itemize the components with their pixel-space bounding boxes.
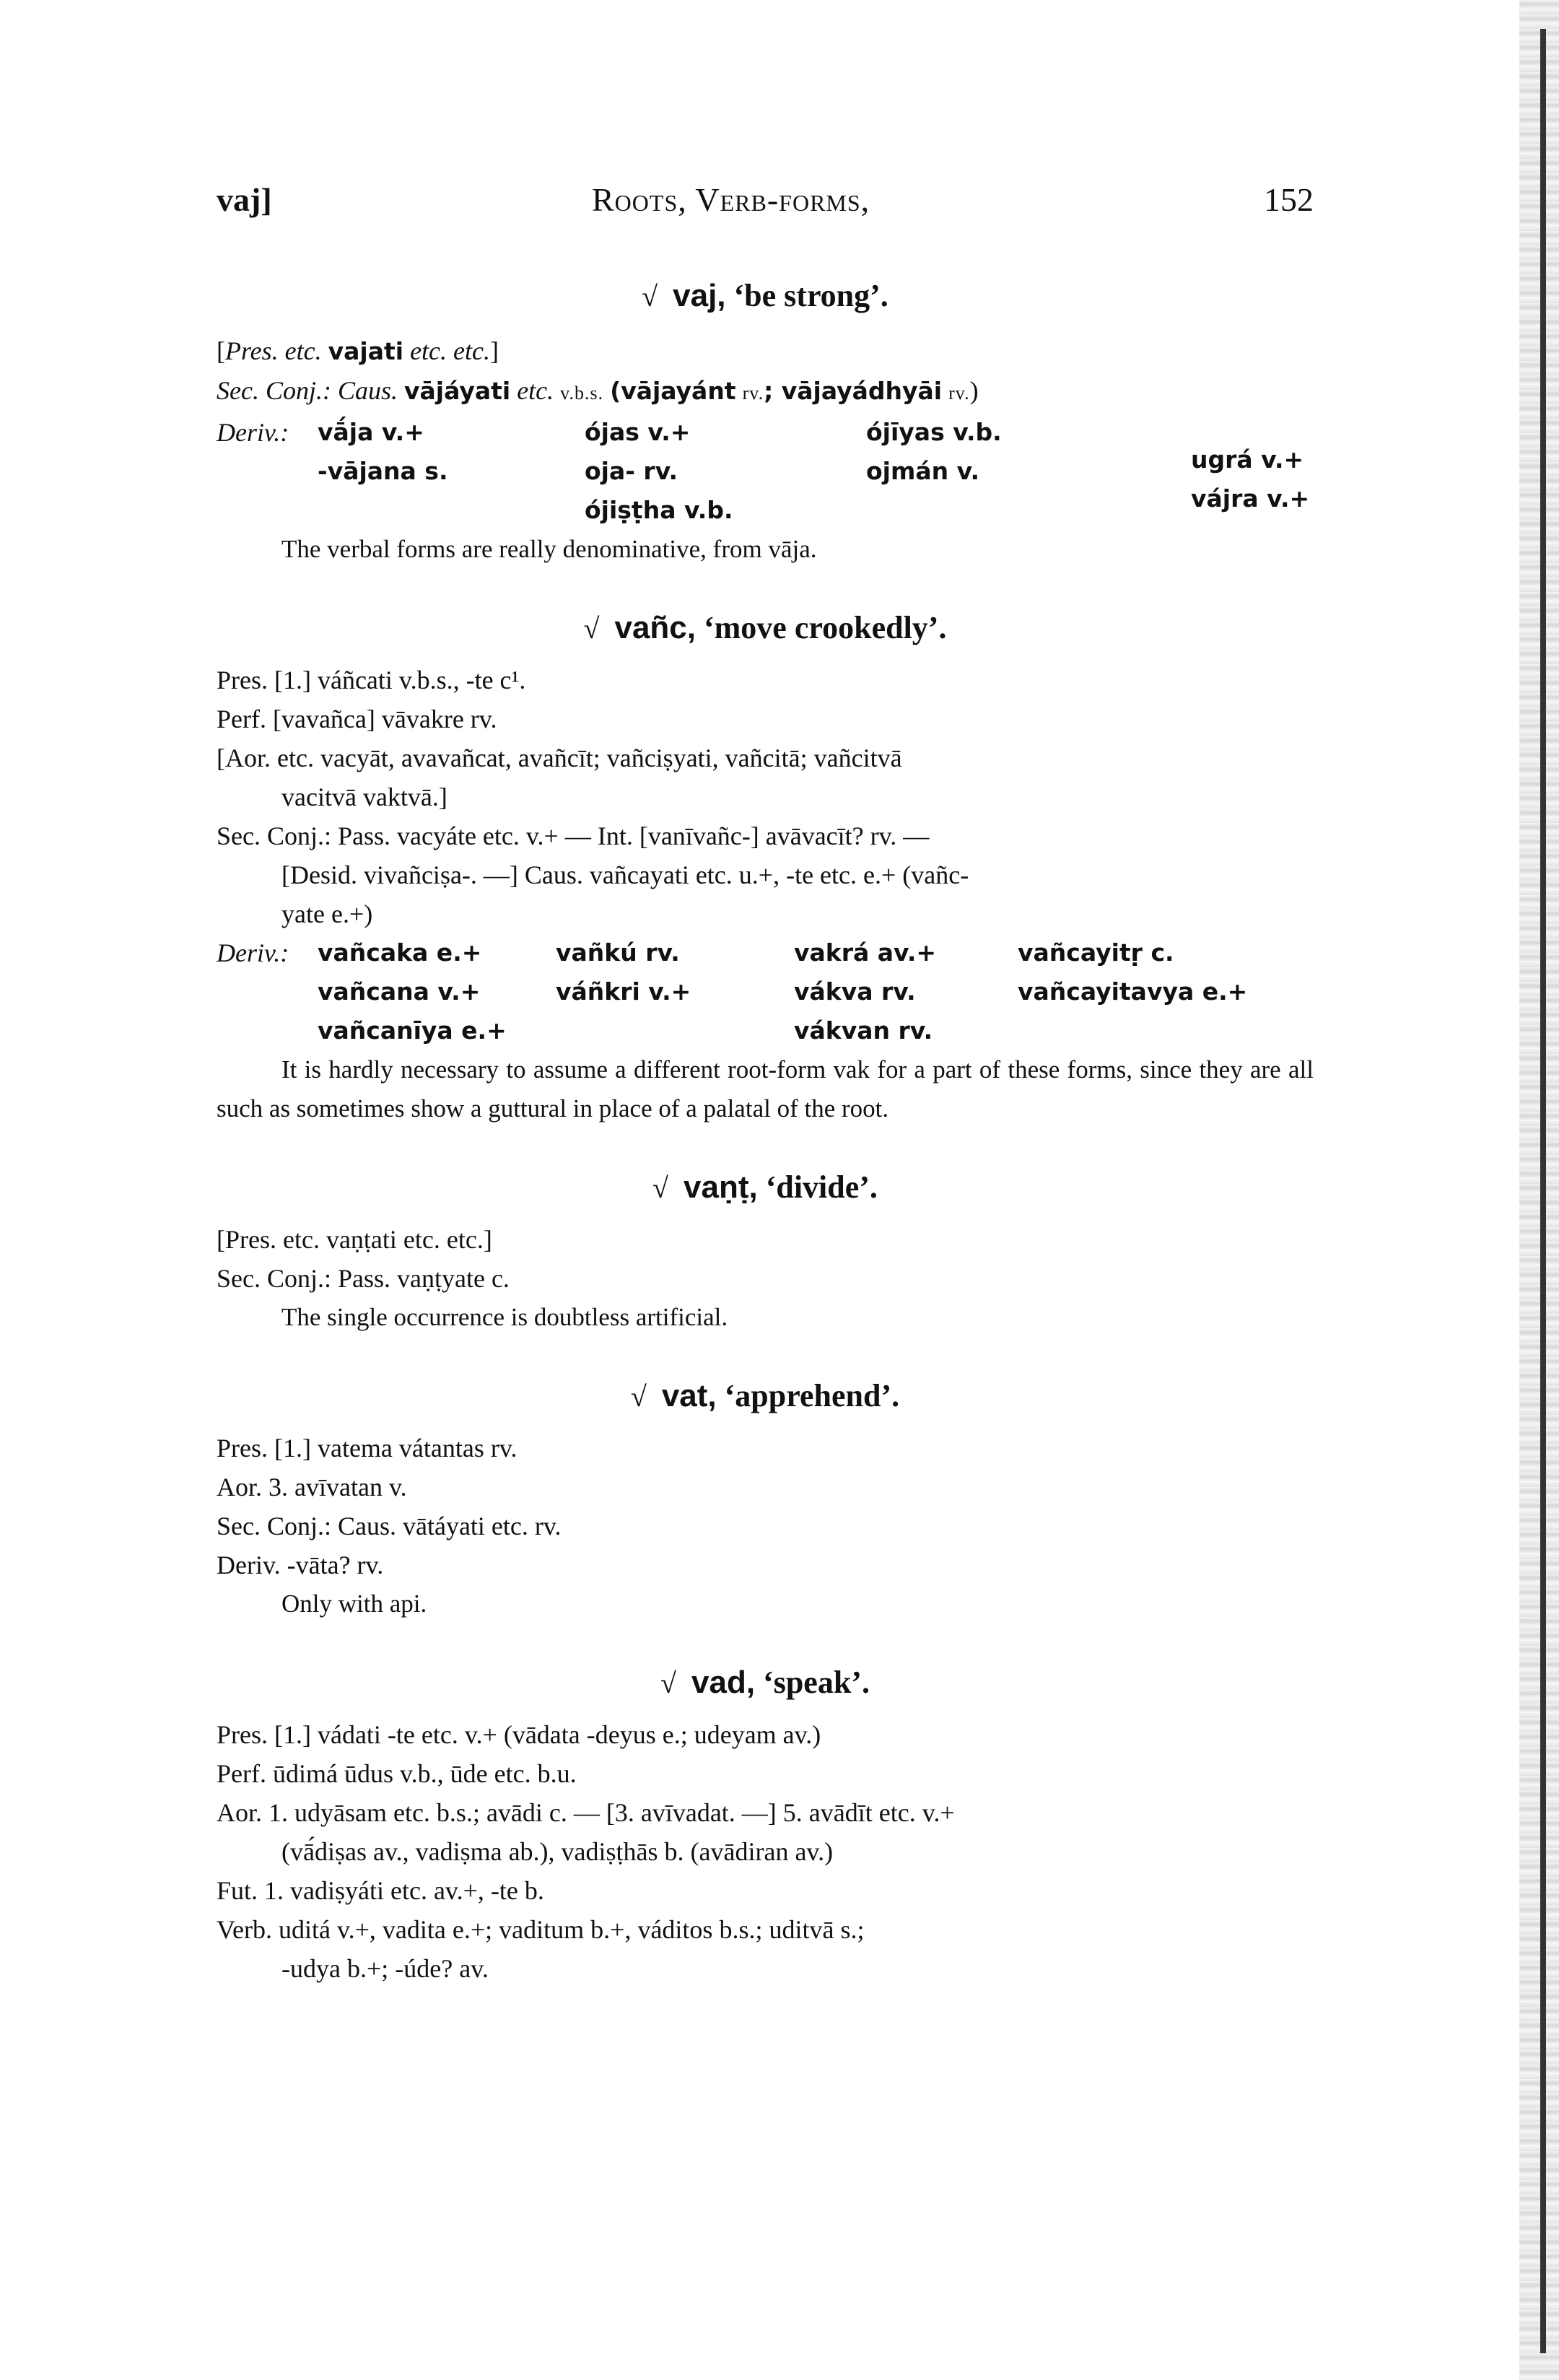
form-line: vacitvā vaktvā.] bbox=[281, 783, 447, 811]
root-gloss: ‘move crookedly’. bbox=[704, 610, 947, 645]
form-line: Perf. [vavañca] vāvakre rv. bbox=[217, 705, 497, 733]
form-line: Deriv. -vāta? rv. bbox=[217, 1551, 384, 1579]
derivatives-grid: Deriv.: vañcaka e.+ vañkú rv. vakrá av.+ vañcayitṛ c. vañcana v.+ váñkri v.+ vákva rv. vañcayitavya e.+ vañcanīya e.+ vákvan rv. bbox=[217, 933, 1314, 1050]
deriv-label: Deriv.: bbox=[217, 418, 289, 447]
form-line: Sec. Conj.: Pass. vacyáte etc. v.+ — Int. [vanīvañc-] avāvacīt? rv. — bbox=[217, 821, 930, 850]
form-line: Sec. Conj.: Caus. vājáyati etc. v.b.s. (vājayánt rv.; vājayádhyāi rv.) bbox=[217, 376, 979, 405]
root-entry-vant bbox=[217, 1166, 1314, 1337]
deriv-label: Deriv.: bbox=[217, 938, 289, 967]
form-line: Verb. uditá v.+, vadita e.+; vaditum b.+, váditos b.s.; uditvā s.; bbox=[217, 1915, 865, 1944]
root-note: Only with api. bbox=[281, 1590, 427, 1618]
root-sign-icon: √ bbox=[583, 612, 600, 645]
root-entry-vanc bbox=[217, 606, 1314, 1128]
root-sign-icon: √ bbox=[660, 1667, 676, 1699]
form-line: Fut. 1. vadiṣyáti etc. av.+, -te b. bbox=[217, 1876, 544, 1905]
root-heading bbox=[217, 1661, 1314, 1705]
root-note: It is hardly necessary to assume a different root-form vak for a part of these forms, since they are all such as sometimes show a guttural in place of a palatal of the root. bbox=[217, 1055, 1314, 1123]
form-line: -udya b.+; -úde? av. bbox=[281, 1954, 489, 1983]
root-note: The verbal forms are really denominative, from vāja. bbox=[281, 535, 817, 563]
derivatives-grid: Deriv.: vā́ja v.+ ójas v.+ ójīyas v.b. -vājana s. oja- rv. ojmán v. ójiṣṭha v.b. bbox=[217, 413, 1314, 530]
page-body bbox=[217, 274, 1314, 1988]
form-line: yate e.+) bbox=[281, 899, 373, 928]
root-heading bbox=[217, 274, 1314, 318]
root-gloss: ‘apprehend’. bbox=[724, 1378, 900, 1413]
root-entry-vad bbox=[217, 1661, 1314, 1988]
root-name: vaj, bbox=[673, 278, 726, 313]
root-gloss: ‘divide’. bbox=[765, 1169, 878, 1205]
root-sign-icon: √ bbox=[630, 1380, 647, 1413]
form-line: [Desid. vivañciṣa-. —] Caus. vañcayati etc. u.+, -te etc. e.+ (vañc- bbox=[281, 860, 969, 889]
form-line: Aor. 1. udyāsam etc. b.s.; avādi c. — [3. avīvadat. —] 5. avādīt etc. v.+ bbox=[217, 1798, 955, 1827]
derivatives-grid-col4: ugrá v.+ vájra v.+ bbox=[1191, 445, 1310, 513]
form-line: (vā́diṣas av., vadiṣma ab.), vadiṣṭhās b. (avādiran av.) bbox=[281, 1837, 834, 1866]
root-name: vaṇṭ, bbox=[684, 1169, 758, 1205]
root-note: The single occurrence is doubtless artificial. bbox=[281, 1303, 728, 1331]
root-name: vad, bbox=[691, 1665, 756, 1700]
root-sign-icon: √ bbox=[652, 1172, 668, 1204]
page-number: 152 bbox=[1264, 181, 1314, 218]
form-line: [Aor. etc. vacyāt, avavañcat, avañcīt; vañciṣyati, vañcitā; vañcitvā bbox=[217, 744, 902, 772]
root-entry-vat bbox=[217, 1374, 1314, 1623]
form-line: Pres. [1.] vádati -te etc. v.+ (vādata -deyus e.; udeyam av.) bbox=[217, 1720, 821, 1749]
form-line: [Pres. etc. vajati etc. etc.] bbox=[217, 336, 499, 365]
root-gloss: ‘be strong’. bbox=[733, 278, 888, 313]
page-edge-rule bbox=[1540, 29, 1546, 2353]
form-line: Pres. [1.] vatema vátantas rv. bbox=[217, 1434, 518, 1463]
running-head-left: vaj] bbox=[217, 181, 272, 218]
running-head-title: Roots, Verb-forms, bbox=[592, 181, 870, 218]
form-line: Perf. ūdimá ūdus v.b., ūde etc. b.u. bbox=[217, 1759, 577, 1788]
form-line: Sec. Conj.: Caus. vātáyati etc. rv. bbox=[217, 1512, 562, 1540]
root-heading bbox=[217, 1374, 1314, 1418]
root-gloss: ‘speak’. bbox=[763, 1665, 870, 1700]
form-line: [Pres. etc. vaṇṭati etc. etc.] bbox=[217, 1225, 492, 1254]
root-sign-icon: √ bbox=[642, 280, 658, 313]
page-edge-scan bbox=[1519, 0, 1559, 2380]
root-entry-vaj bbox=[217, 274, 1314, 569]
root-heading bbox=[217, 1166, 1314, 1210]
root-heading bbox=[217, 606, 1314, 650]
running-head bbox=[217, 180, 1314, 238]
root-name: vañc, bbox=[614, 610, 696, 645]
form-line: Sec. Conj.: Pass. vaṇṭyate c. bbox=[217, 1264, 510, 1293]
form-line: Pres. [1.] váñcati v.b.s., -te c¹. bbox=[217, 666, 526, 694]
root-name: vat, bbox=[661, 1378, 717, 1413]
form-line: Aor. 3. avīvatan v. bbox=[217, 1473, 407, 1501]
